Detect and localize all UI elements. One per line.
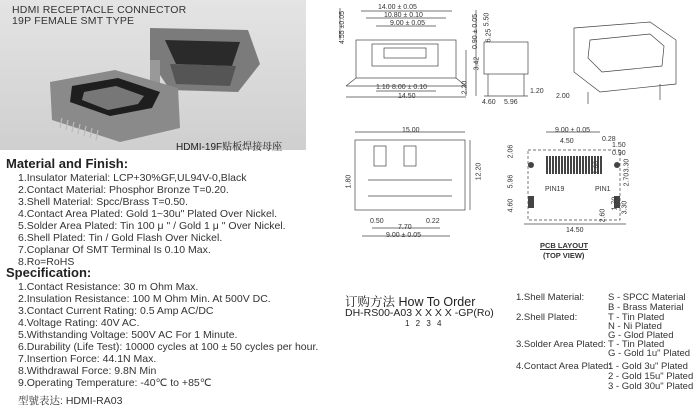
dim-label: 2.20 xyxy=(461,80,469,95)
dim-label: 4.60 xyxy=(482,99,496,106)
spec-item: 6.Durability (Life Test): 10000 cycles at 100 ± 50 cycles per hour. xyxy=(18,341,319,353)
pcb-layout-subtitle: (TOP VIEW) xyxy=(543,251,585,260)
material-item: 4.Contact Area Plated: Gold 1~30u" Plated Over Nickel. xyxy=(18,208,278,220)
dim-label: 2.70 xyxy=(623,172,631,187)
dim-label: 5.96 xyxy=(504,99,518,106)
material-item: 2.Contact Material: Phosphor Bronze T=0.20. xyxy=(18,184,229,196)
dim-label: 2.60 xyxy=(593,160,601,175)
dim-label: 5.96 xyxy=(507,174,515,189)
spec-item: 1.Contact Resistance: 30 m Ohm Max. xyxy=(18,281,199,293)
option-value: G - Glod Plated xyxy=(608,330,674,341)
dim-label: 2.06 xyxy=(507,144,515,159)
option-value: 3 - Gold 30u" Plated xyxy=(608,381,694,392)
dim-label: 3.30 xyxy=(621,200,629,215)
material-item: 8.Ro=RoHS xyxy=(18,256,75,268)
spec-item: 2.Insulation Resistance: 100 M Ohm Min. At 500V DC. xyxy=(18,293,271,305)
option-group-label: 2.Shell Plated: xyxy=(516,312,578,323)
spec-item: 3.Contact Current Rating: 0.5 Amp AC/DC xyxy=(18,305,214,317)
dim-label: 1.80 xyxy=(345,174,353,189)
dim-label: 14.50 xyxy=(566,227,584,234)
spec-item: 8.Withdrawal Force: 9.8N Min xyxy=(18,365,157,377)
dim-label: 14.50 xyxy=(398,93,416,100)
option-group-label: 4.Contact Area Plated: xyxy=(516,361,612,372)
option-group-label: 3.Solder Area Plated: xyxy=(516,339,606,350)
option-value: 2 - Gold 15u" Plated xyxy=(608,371,694,382)
dim-label: 15.00 xyxy=(402,127,420,134)
dim-label: 4.50 xyxy=(560,138,574,145)
option-value: 1 - Gold 3u" Plated xyxy=(608,361,688,372)
pcb-layout-title: PCB LAYOUT xyxy=(540,241,589,250)
dim-label: 1.50 xyxy=(612,142,626,149)
dim-label: 0.22 xyxy=(426,218,440,225)
spec-item: 4.Voltage Rating: 40V AC. xyxy=(18,317,140,329)
option-value: S - SPCC Material xyxy=(608,292,686,303)
dim-label: 9.00 ± 0.05 xyxy=(390,20,425,27)
material-item: 5.Solder Area Plated: Tin 100 μ " / Gold 1 μ " Over Nickel. xyxy=(18,220,286,232)
photo-caption: HDMI-19F贴板焊接母座 xyxy=(176,142,283,153)
dim-label: 0.50 xyxy=(370,218,384,225)
dim-label: 10.80 ± 0.10 xyxy=(384,12,423,19)
spec-item: 7.Insertion Force: 44.1N Max. xyxy=(18,353,157,365)
photo-title-line1: HDMI RECEPTACLE CONNECTOR xyxy=(12,4,187,16)
dim-label: 3.42 xyxy=(473,56,481,71)
dim-label: 1.20 xyxy=(530,88,544,95)
dim-label: 1.10 xyxy=(376,84,390,91)
dim-label: 5.50 xyxy=(483,12,491,27)
dim-label: 9.00 ± 0.05 xyxy=(555,127,590,134)
material-item: 7.Coplanar Of SMT Terminal Is 0.10 Max. xyxy=(18,244,211,256)
dim-label: 8.00 ± 0.10 xyxy=(392,84,427,91)
dim-label: 4.60 xyxy=(507,198,515,213)
order-code-index: 1 2 3 4 xyxy=(405,319,444,328)
dim-label: 14.00 ± 0.05 xyxy=(378,4,417,11)
option-value: T - Tin Plated xyxy=(608,339,665,350)
spec-heading: Specification: xyxy=(6,265,92,280)
dim-label: 2.00 xyxy=(556,93,570,100)
option-value: G - Gold 1u" Plated xyxy=(608,348,691,359)
material-item: 6.Shell Plated: Tin / Gold Flash Over Nickel. xyxy=(18,232,223,244)
spec-item: 5.Withstanding Voltage: 500V AC For 1 Minute. xyxy=(18,329,238,341)
dim-label: 1.70 xyxy=(611,196,619,211)
material-item: 3.Shell Material: Spcc/Brass T=0.50. xyxy=(18,196,188,208)
dim-label: 9.00 ± 0.05 xyxy=(386,232,421,239)
dim-label: 3.30 xyxy=(623,158,631,173)
dim-label: 0.90 ± 0.05 xyxy=(471,14,479,49)
dim-label: 6.25 xyxy=(485,28,493,43)
option-group-label: 1.Shell Material: xyxy=(516,292,585,303)
option-value: T - Tin Plated xyxy=(608,312,665,323)
option-value: B - Brass Material xyxy=(608,302,684,313)
order-title: 订购方法 How To Order xyxy=(345,295,476,309)
material-heading: Material and Finish: xyxy=(6,156,129,171)
pin-label: PIN1 xyxy=(595,186,611,193)
material-item: 1.Insulator Material: LCP+30%GF,UL94V-0,Black xyxy=(18,172,247,184)
dim-label: 7.70 xyxy=(398,224,412,231)
pin-label: PIN19 xyxy=(545,186,565,193)
dim-label: 4.55 ±0.05 xyxy=(339,10,347,45)
model-number: 型號表达: HDMI-RA03 xyxy=(18,395,123,407)
dim-label: 0.90 xyxy=(612,150,626,157)
dim-label: 0.28 xyxy=(602,136,616,143)
dim-label: 2.60 xyxy=(599,208,607,223)
spec-item: 9.Operating Temperature: -40℃ to +85℃ xyxy=(18,377,212,389)
photo-title-line2: 19P FEMALE SMT TYPE xyxy=(12,15,135,27)
order-code: DH-RS00-A03 X X X X -GP(Ro) xyxy=(345,307,494,319)
option-value: N - Ni Plated xyxy=(608,321,662,332)
dim-label: 12.20 xyxy=(475,162,483,181)
